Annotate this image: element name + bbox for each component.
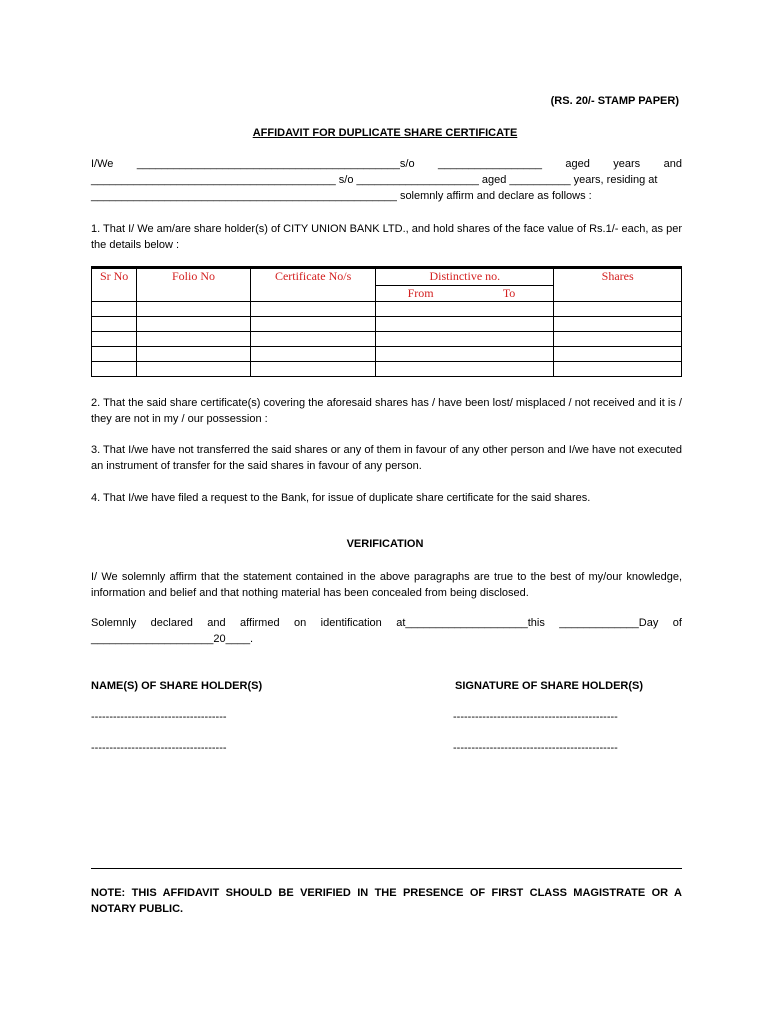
table-cell [92, 317, 137, 332]
table-cell [376, 362, 554, 377]
declared-word-3: and [207, 617, 226, 629]
signature-label: SIGNATURE OF SHARE HOLDER(S) [455, 680, 644, 692]
table-cell [376, 332, 554, 347]
intro-father-blank: _________________ [437, 158, 542, 170]
declared-place-blank: at____________________this [396, 617, 545, 629]
declared-line-2: ____________________20____. [91, 633, 254, 645]
table-cell [376, 347, 554, 362]
table-cell [250, 302, 376, 317]
header-from: From [407, 286, 434, 300]
header-folio-no [137, 269, 251, 302]
intro-years: years [613, 158, 641, 170]
table-cell [137, 302, 251, 317]
declared-word-2: declared [150, 617, 193, 629]
header-folio-no-text: Folio No [171, 269, 215, 283]
header-to: To [502, 286, 516, 300]
intro-name-blank: ___________________________________________s/o [136, 158, 415, 170]
table-row [92, 347, 682, 362]
verification-heading: VERIFICATION [346, 538, 424, 550]
table-cell [554, 332, 682, 347]
table-cell [250, 332, 376, 347]
table-cell [137, 362, 251, 377]
table-row [92, 317, 682, 332]
declared-word-4: affirmed [240, 617, 280, 629]
intro-line-1 [91, 158, 682, 170]
document-title: AFFIDAVIT FOR DUPLICATE SHARE CERTIFICATE [252, 127, 518, 139]
declared-word-of: of [672, 617, 682, 629]
header-distinctive-no [376, 269, 554, 302]
note-separator [91, 868, 682, 869]
header-certificate-nos [250, 269, 376, 302]
stamp-paper-label: (RS. 20/- STAMP PAPER) [550, 95, 679, 107]
header-shares [554, 269, 682, 302]
declared-word-5: on [293, 617, 307, 629]
clause-3: 3. That I/we have not transferred the said shares or any of them in favour of any other person and I/we have not executed an instrument of transfer for the said shares in favour of any person. [91, 444, 682, 472]
table-row [92, 302, 682, 317]
verification-text: I/ We solemnly affirm that the statement contained in the above paragraphs are true to the best of my/our knowledge, information and belief and that nothing material has been concealed from being disclosed. [91, 571, 682, 599]
clause-1: 1. That I/ We am/are share holder(s) of CITY UNION BANK LTD., and hold shares of the face value of Rs.1/- each, as per the details below : [91, 223, 683, 251]
signature-line-2: --------------------------------------------- [453, 742, 618, 754]
signature-line-1: --------------------------------------------- [453, 711, 618, 723]
declared-day-blank: _____________Day [559, 617, 659, 629]
table-cell [137, 332, 251, 347]
intro-and: and [663, 158, 682, 170]
table-row [92, 362, 682, 377]
table-cell [137, 317, 251, 332]
share-details-table [91, 268, 682, 377]
names-label: NAME(S) OF SHARE HOLDER(S) [91, 680, 263, 692]
table-header-row [92, 269, 682, 302]
table-cell [92, 302, 137, 317]
table-cell [250, 317, 376, 332]
table-cell [554, 302, 682, 317]
table-cell [92, 347, 137, 362]
table-cell [554, 362, 682, 377]
intro-iwe: I/We [91, 158, 114, 170]
header-shares-text: Shares [601, 269, 634, 283]
declared-word-6: identification [320, 617, 382, 629]
table-cell [250, 347, 376, 362]
notary-note: NOTE: THIS AFFIDAVIT SHOULD BE VERIFIED IN THE PRESENCE OF FIRST CLASS MAGISTRATE OR A NOTARY PUBLIC. [91, 887, 682, 915]
header-distinctive-no-text: Distinctive no. [429, 269, 501, 283]
intro-aged: aged [565, 158, 590, 170]
table-cell [250, 362, 376, 377]
table-cell [554, 317, 682, 332]
clause-2: 2. That the said share certificate(s) covering the aforesaid shares has / have been lost/ misplaced / not received and it is / they are not in my / our possession : [91, 397, 682, 425]
name-line-2: ------------------------------------- [91, 742, 227, 754]
table-row [92, 332, 682, 347]
table-cell [376, 317, 554, 332]
header-sr-no [92, 269, 137, 302]
header-certificate-nos-text: Certificate No/s [274, 269, 352, 283]
declared-line-1 [91, 617, 682, 629]
table-cell [92, 362, 137, 377]
table-cell [137, 347, 251, 362]
name-line-1: ------------------------------------- [91, 711, 227, 723]
declared-word-1: Solemnly [91, 617, 137, 629]
header-sr-no-text: Sr No [99, 269, 129, 283]
clause-4: 4. That I/we have filed a request to the Bank, for issue of duplicate share certificate for the said shares. [91, 492, 591, 504]
intro-line-3: __________________________________________________ solemnly affirm and declare as follows : [91, 190, 592, 202]
header-from-to [376, 285, 553, 301]
intro-line-2: ________________________________________ s/o ____________________ aged __________ years, residing at [91, 174, 658, 186]
table-cell [554, 347, 682, 362]
table-cell [92, 332, 137, 347]
table-cell [376, 302, 554, 317]
